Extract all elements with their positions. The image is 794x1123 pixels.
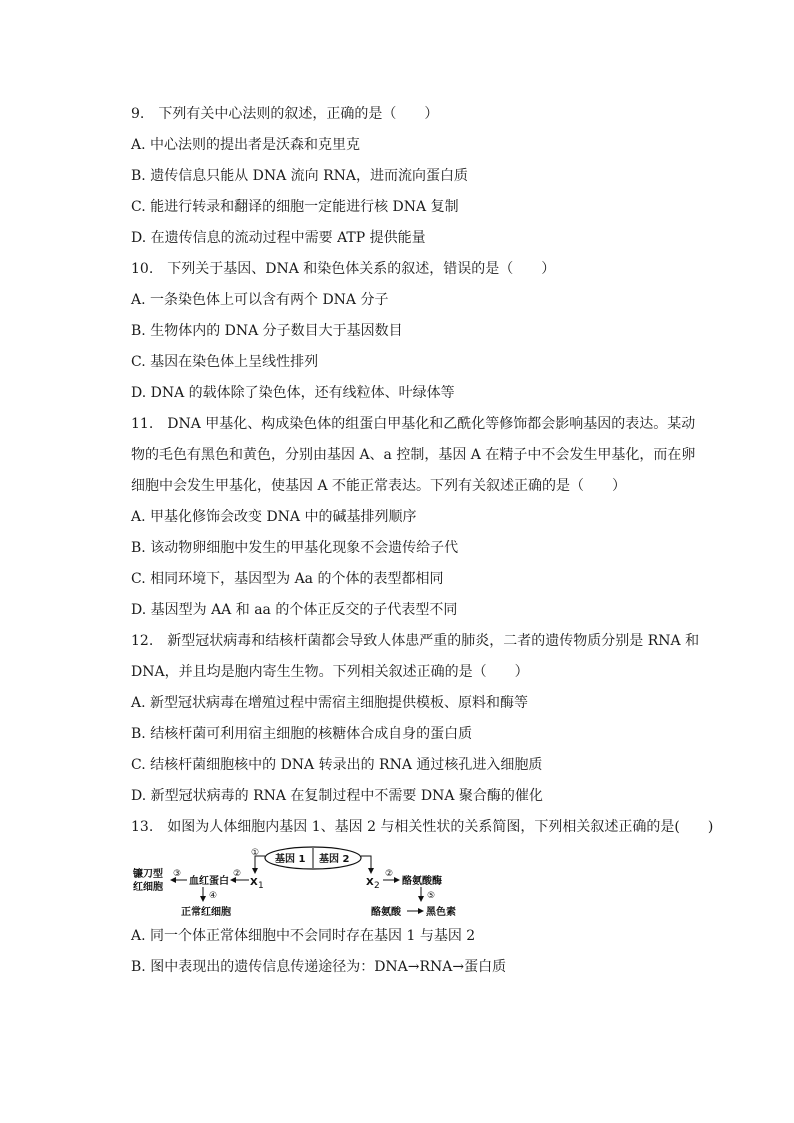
sickle-cell-label-2: 红细胞 — [133, 882, 163, 893]
step-1-label: ① — [251, 848, 260, 858]
step-3-label: ③ — [173, 869, 182, 879]
x2-label: X — [366, 877, 374, 888]
x2-subscript: 2 — [374, 881, 380, 891]
hemoglobin-label: 血红蛋白 — [189, 876, 229, 887]
question-13-option-a: A. 同一个体正常体细胞中不会同时存在基因 1 与基因 2 — [131, 928, 476, 944]
normal-rbc-label: 正常红细胞 — [181, 907, 231, 918]
gene-1-label: 基因 1 — [275, 854, 306, 865]
question-10-option-a: A. 一条染色体上可以含有两个 DNA 分子 — [131, 292, 389, 308]
step-2a-label: ② — [233, 869, 242, 879]
step-4-label: ④ — [209, 891, 218, 901]
question-11-option-b: B. 该动物卵细胞中发生的甲基化现象不会遗传给子代 — [131, 540, 459, 556]
question-10-option-c: C. 基因在染色体上呈线性排列 — [131, 354, 319, 370]
question-13-stem: 13. 如图为人体细胞内基因 1、基因 2 与相关性状的关系简图，下列相关叙述正确的是( ) — [131, 819, 714, 835]
question-11-stem-line-3: 细胞中会发生甲基化，使基因 A 不能正常表达。下列有关叙述正确的是（ ） — [131, 478, 627, 494]
arrow-to-x2 — [361, 856, 371, 873]
gene-trait-diagram — [131, 845, 601, 921]
question-10-stem: 10. 下列关于基因、DNA 和染色体关系的叙述，错误的是（ ） — [131, 261, 556, 277]
question-9-option-d: D. 在遗传信息的流动过程中需要 ATP 提供能量 — [131, 230, 426, 246]
tyrosinase-label: 酪氨酸酶 — [402, 876, 442, 887]
question-12-option-d: D. 新型冠状病毒的 RNA 在复制过程中不需要 DNA 聚合酶的催化 — [131, 788, 543, 804]
question-10-option-b: B. 生物体内的 DNA 分子数目大于基因数目 — [131, 323, 403, 339]
arrow-to-x1 — [255, 856, 265, 873]
question-9-stem: 9. 下列有关中心法则的叙述，正确的是（ ） — [131, 106, 439, 122]
question-11-stem-line-1: 11. DNA 甲基化、构成染色体的组蛋白甲基化和乙酰化等修饰都会影响基因的表达。某动 — [131, 416, 696, 432]
question-13-option-b: B. 图中表现出的遗传信息传递途径为：DNA→RNA→蛋白质 — [131, 959, 507, 975]
gene-trait-diagram-svg — [131, 845, 601, 921]
question-11-option-c: C. 相同环境下，基因型为 Aa 的个体的表型都相同 — [131, 571, 444, 587]
question-10-option-d: D. DNA 的载体除了染色体，还有线粒体、叶绿体等 — [131, 385, 455, 401]
melanin-label: 黑色素 — [426, 907, 456, 918]
question-9-option-b: B. 遗传信息只能从 DNA 流向 RNA，进而流向蛋白质 — [131, 168, 469, 184]
question-12-stem-line-2: DNA，并且均是胞内寄生生物。下列相关叙述正确的是（ ） — [131, 664, 529, 680]
question-11-option-d: D. 基因型为 AA 和 aa 的个体正反交的子代表型不同 — [131, 602, 458, 618]
question-12-option-a: A. 新型冠状病毒在增殖过程中需宿主细胞提供模板、原料和酶等 — [131, 695, 529, 711]
question-11-stem-line-2: 物的毛色有黑色和黄色，分别由基因 A、a 控制，基因 A 在精子中不会发生甲基化，而在卵 — [131, 447, 696, 463]
x1-subscript: 1 — [258, 881, 264, 891]
question-list — [131, 99, 714, 983]
question-12-option-c: C. 结核杆菌细胞核中的 DNA 转录出的 RNA 通过核孔进入细胞质 — [131, 757, 543, 773]
step-2b-label: ② — [385, 869, 394, 879]
sickle-cell-label-1: 镰刀型 — [133, 869, 163, 880]
question-12-stem-line-1: 12. 新型冠状病毒和结核杆菌都会导致人体患严重的肺炎，二者的遗传物质分别是 RNA 和 — [131, 633, 700, 649]
question-9-option-c: C. 能进行转录和翻译的细胞一定能进行核 DNA 复制 — [131, 199, 459, 215]
step-5-label: ⑤ — [427, 891, 436, 901]
gene-2-label: 基因 2 — [319, 854, 350, 865]
question-11-option-a: A. 甲基化修饰会改变 DNA 中的碱基排列顺序 — [131, 509, 417, 525]
x1-label: X — [250, 877, 258, 888]
question-9-option-a: A. 中心法则的提出者是沃森和克里克 — [131, 137, 361, 153]
tyrosine-label: 酪氨酸 — [371, 907, 401, 918]
question-12-option-b: B. 结核杆菌可利用宿主细胞的核糖体合成自身的蛋白质 — [131, 726, 473, 742]
